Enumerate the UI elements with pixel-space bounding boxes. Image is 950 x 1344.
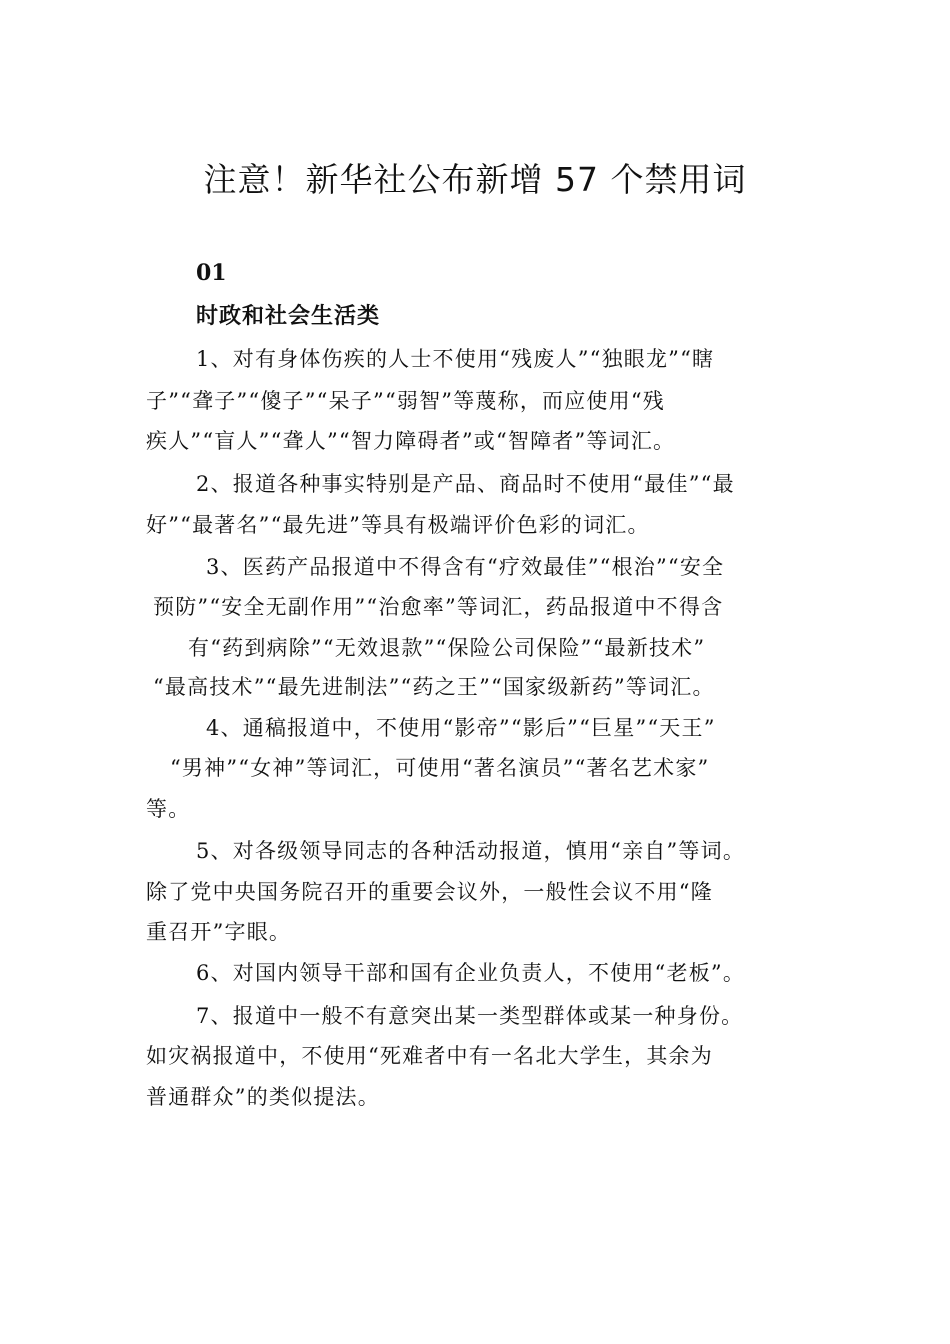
paragraph-3-line-1: 3、医药产品报道中不得含有“疗效最佳”“根治”“安全 bbox=[206, 555, 725, 579]
paragraph-4-line-3: 等。 bbox=[146, 797, 191, 821]
paragraph-1-line-1: 1、对有身体伤疾的人士不使用“残废人”“独眼龙”“瞎 bbox=[196, 347, 715, 371]
paragraph-3-line-2: 预防”“安全无副作用”“治愈率”等词汇，药品报道中不得含 bbox=[153, 595, 724, 619]
paragraph-7-line-3: 普通群众”的类似提法。 bbox=[146, 1085, 380, 1109]
paragraph-6-line-1: 6、对国内领导干部和国有企业负责人，不使用“老板”。 bbox=[196, 961, 746, 985]
paragraph-1-line-3: 疾人”“盲人”“聋人”“智力障碍者”或“智障者”等词汇。 bbox=[146, 429, 676, 453]
paragraph-5-line-3: 重召开”字眼。 bbox=[146, 920, 292, 944]
paragraph-3-line-4: “最高技术”“最先进制法”“药之王”“国家级新药”等词汇。 bbox=[153, 675, 715, 699]
paragraph-3-line-3: 有“药到病除”“无效退款”“保险公司保险”“最新技术” bbox=[188, 636, 706, 660]
paragraph-2-line-2: 好”“最著名”“最先进”等具有极端评价色彩的词汇。 bbox=[146, 513, 650, 537]
paragraph-2-line-1: 2、报道各种事实特别是产品、商品时不使用“最佳”“最 bbox=[196, 472, 735, 496]
paragraph-7-line-2: 如灾祸报道中，不使用“死难者中有一名北大学生，其余为 bbox=[146, 1044, 713, 1068]
page-title: 注意！新华社公布新增 57 个禁用词 bbox=[203, 160, 747, 199]
section-title: 时政和社会生活类 bbox=[196, 304, 381, 329]
paragraph-4-line-2: “男神”“女神”等词汇，可使用“著名演员”“著名艺术家” bbox=[170, 756, 710, 780]
paragraph-7-line-1: 7、报道中一般不有意突出某一类型群体或某一种身份。 bbox=[196, 1004, 744, 1028]
paragraph-4-line-1: 4、通稿报道中，不使用“影帝”“影后”“巨星”“天王” bbox=[206, 716, 716, 740]
paragraph-5-line-1: 5、对各级领导同志的各种活动报道，慎用“亲自”等词。 bbox=[196, 839, 746, 863]
section-number: 01 bbox=[196, 260, 227, 286]
paragraph-1-line-2: 子”“聋子”“傻子”“呆子”“弱智”等蔑称，而应使用“残 bbox=[146, 389, 665, 413]
paragraph-5-line-2: 除了党中央国务院召开的重要会议外，一般性会议不用“隆 bbox=[146, 880, 713, 904]
